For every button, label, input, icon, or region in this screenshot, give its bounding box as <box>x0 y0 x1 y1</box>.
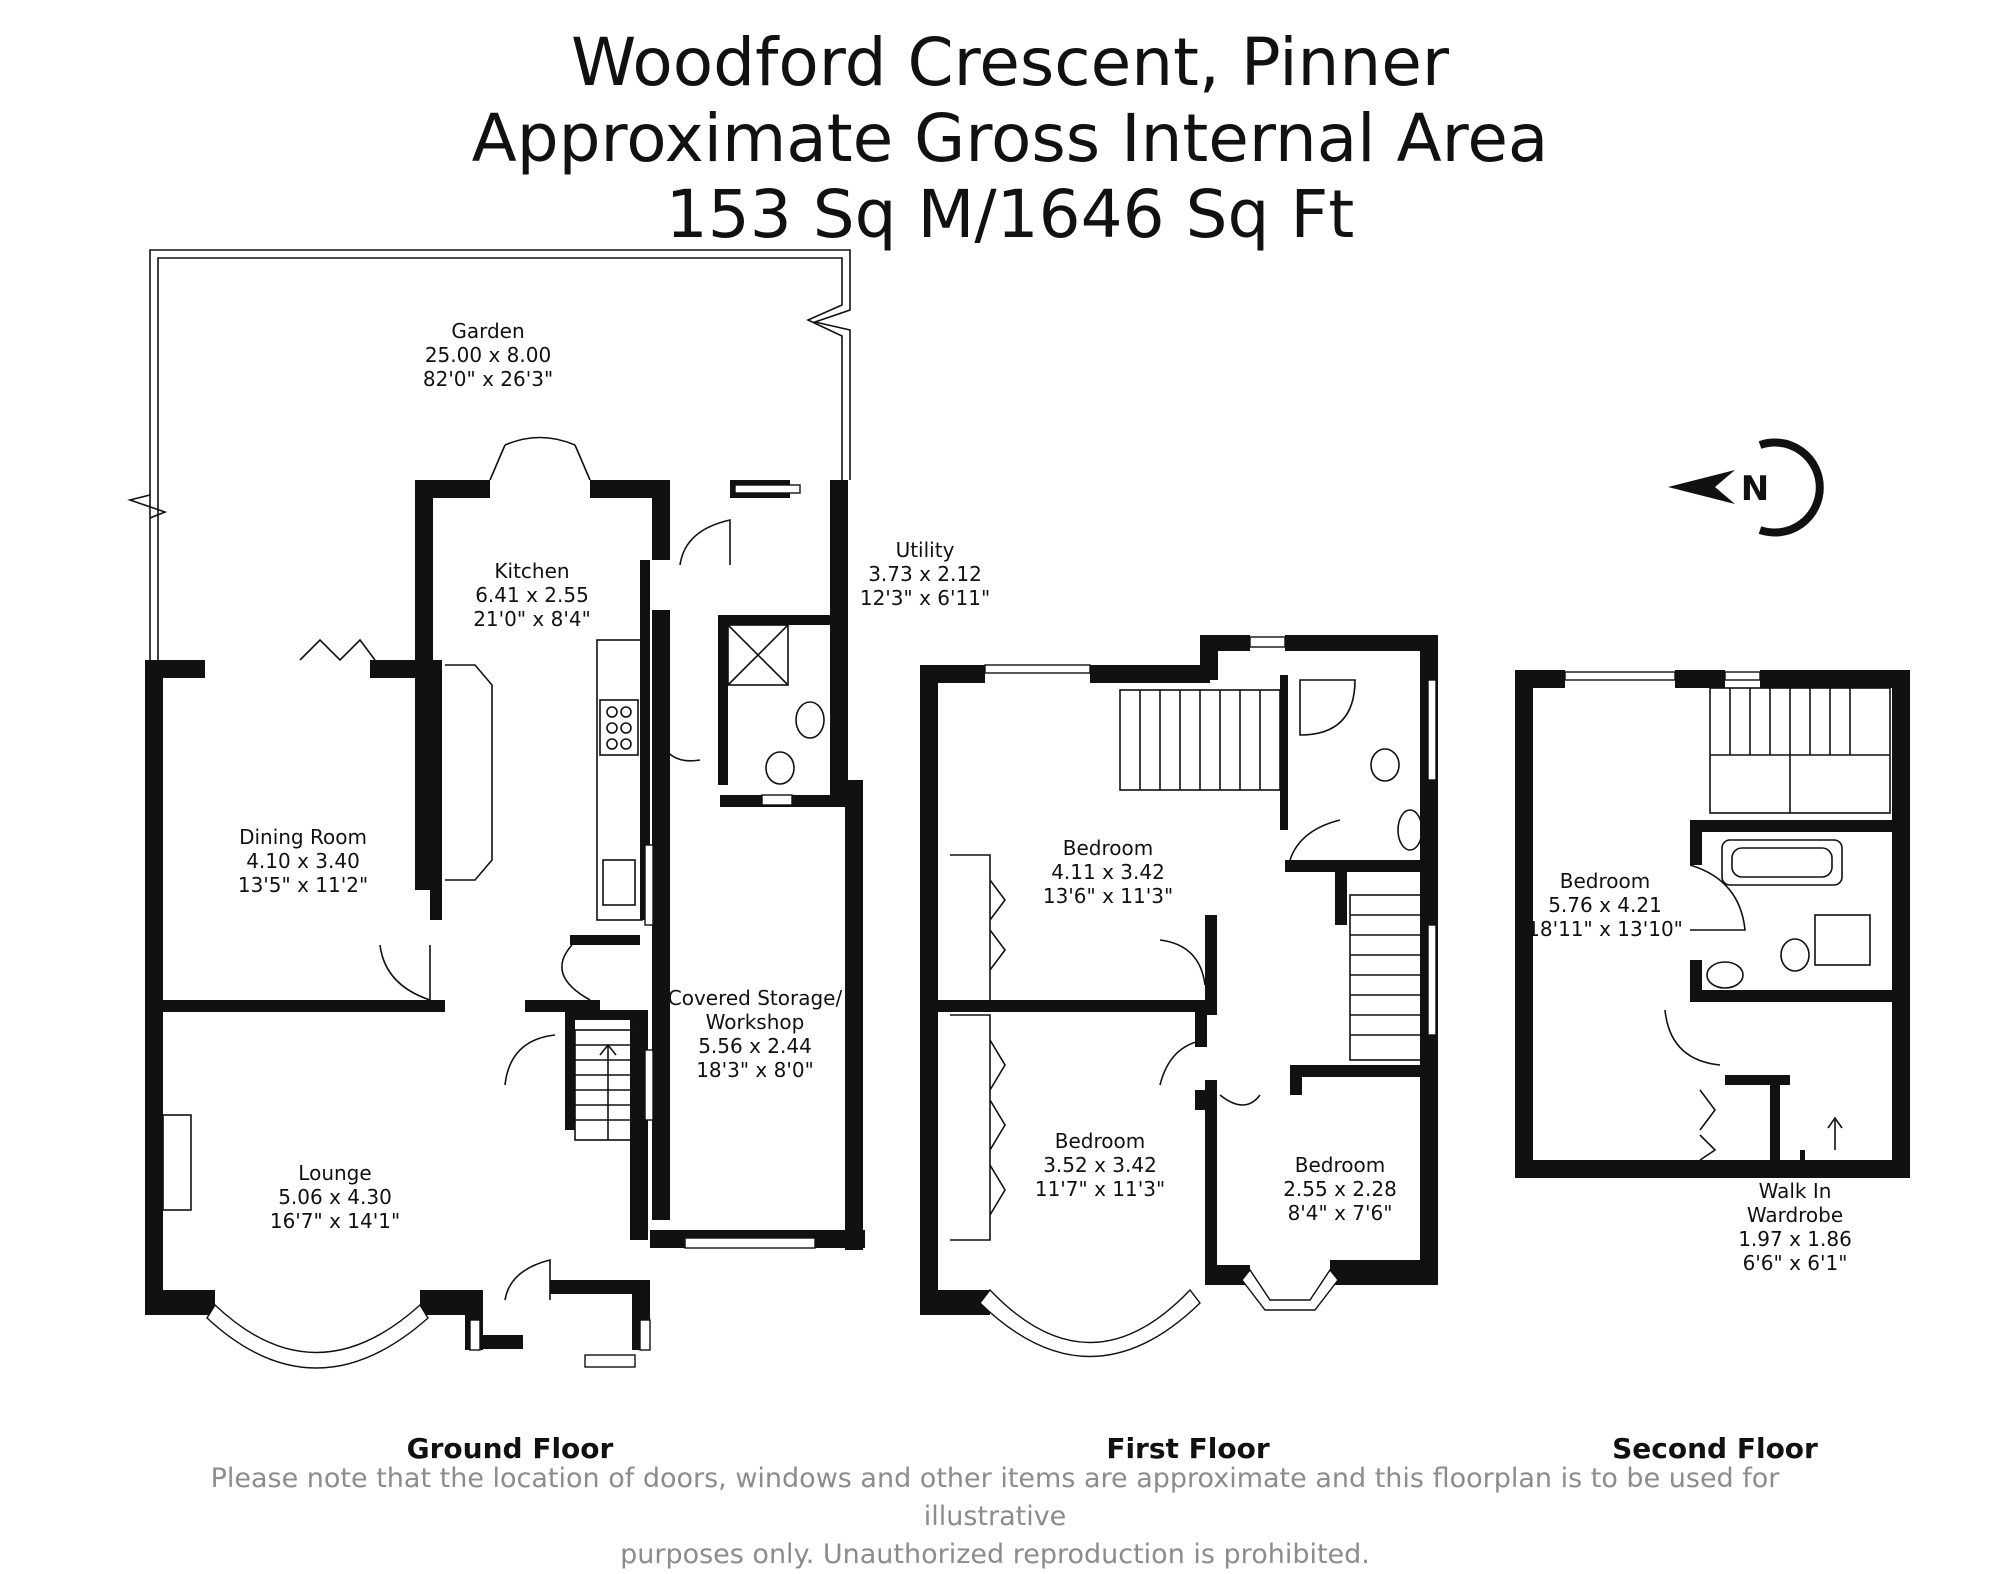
wardrobe-imperial: 6'6" x 6'1" <box>1742 1251 1848 1275</box>
lounge-label: Lounge <box>298 1161 372 1185</box>
disclaimer-line-2: purposes only. Unauthorized reproduction is prohibited. <box>620 1539 1370 1570</box>
garden-imperial: 82'0" x 26'3" <box>422 367 554 391</box>
porch-window-bottom <box>585 1355 635 1367</box>
kitchen-label: Kitchen <box>494 559 570 583</box>
fireplace-icon <box>163 1115 191 1210</box>
dining-door <box>380 945 430 1000</box>
cupboard-door <box>562 945 590 1000</box>
dining-label: Dining Room <box>239 825 367 849</box>
compass-label: N <box>1740 469 1770 509</box>
dining-metric: 4.10 x 3.40 <box>246 849 360 873</box>
porch-window-left <box>470 1320 480 1350</box>
wardrobe-label-2: Wardrobe <box>1746 1203 1844 1227</box>
bathroom-window <box>1428 680 1436 780</box>
landing-window <box>1250 637 1285 647</box>
title-area-heading: Approximate Gross Internal Area <box>471 100 1549 177</box>
bed4-label: Bedroom <box>1559 869 1651 893</box>
kitchen-imperial: 21'0" x 8'4" <box>473 607 591 631</box>
wardrobe-bed1 <box>950 855 1005 1000</box>
wc-window <box>762 795 792 805</box>
bed3-label: Bedroom <box>1294 1153 1386 1177</box>
title-area-value: 153 Sq M/1646 Sq Ft <box>665 176 1355 253</box>
toilet-icon-first <box>1371 749 1399 781</box>
bedroom3-bay-window <box>1242 1270 1338 1310</box>
ground-floor-label: Ground Floor <box>406 1432 614 1465</box>
bedroom-bay-window <box>980 1290 1200 1357</box>
kitchen-sink-icon <box>603 860 635 905</box>
stair-window <box>1428 925 1436 1035</box>
bed4-metric: 5.76 x 4.21 <box>1548 893 1662 917</box>
wardrobe-label-1: Walk In <box>1758 1179 1832 1203</box>
first-floor-label: First Floor <box>1106 1432 1270 1465</box>
bed1-metric: 4.11 x 3.42 <box>1051 860 1165 884</box>
basin-icon-first <box>1398 810 1422 850</box>
bed4-imperial: 18'11" x 13'10" <box>1527 917 1683 941</box>
second-staircase <box>1710 688 1890 813</box>
basin-icon <box>796 702 824 738</box>
bed2-label: Bedroom <box>1054 1129 1146 1153</box>
dining-imperial: 13'5" x 11'2" <box>237 873 369 897</box>
hob-icon <box>600 700 638 755</box>
wardrobe-metric: 1.97 x 1.86 <box>1738 1227 1852 1251</box>
first-floor-plan <box>920 635 1438 1357</box>
title-address: Woodford Crescent, Pinner <box>571 24 1449 101</box>
storage-metric: 5.56 x 2.44 <box>698 1034 812 1058</box>
utility-door <box>680 520 730 565</box>
bed2-metric: 3.52 x 3.42 <box>1043 1153 1157 1177</box>
garden-metric: 25.00 x 8.00 <box>424 343 552 367</box>
bed1-door <box>1160 940 1205 985</box>
bathroom-door <box>1290 820 1340 860</box>
bed3-metric: 2.55 x 2.28 <box>1283 1177 1397 1201</box>
utility-window <box>735 485 800 493</box>
basin-icon-second <box>1707 962 1743 988</box>
toilet-icon <box>766 752 794 784</box>
bed1-label: Bedroom <box>1062 836 1154 860</box>
storage-imperial: 18'3" x 8'0" <box>696 1058 814 1082</box>
wardrobe-rail <box>1700 1090 1715 1160</box>
compass-icon <box>1668 443 1820 533</box>
utility-metric: 3.73 x 2.12 <box>868 562 982 586</box>
lounge-imperial: 16'7" x 14'1" <box>269 1209 401 1233</box>
bedroom1-window <box>985 665 1090 673</box>
kitchen-garden-doors <box>490 438 590 481</box>
front-door <box>505 1260 550 1300</box>
second-floor-label: Second Floor <box>1612 1432 1818 1465</box>
wardrobe-door <box>1665 1010 1720 1065</box>
kitchen-island <box>445 665 492 880</box>
bath-icon <box>1722 840 1842 885</box>
lounge-bay-window <box>207 1305 428 1368</box>
utility-label: Utility <box>895 538 955 562</box>
lounge-metric: 5.06 x 4.30 <box>278 1185 392 1209</box>
corner-bath-icon <box>1300 680 1355 735</box>
shower-icon-second <box>1815 915 1870 965</box>
kitchen-metric: 6.41 x 2.55 <box>475 583 589 607</box>
storage-door <box>685 1238 815 1248</box>
ground-floor-plan <box>130 250 865 1368</box>
storage-label-1: Covered Storage/ <box>667 986 843 1010</box>
storage-label-2: Workshop <box>705 1010 805 1034</box>
lounge-door <box>505 1035 555 1085</box>
utility-imperial: 12'3" x 6'11" <box>859 586 991 610</box>
kitchen-window <box>645 845 653 925</box>
attic-window-1 <box>1565 672 1675 680</box>
wardrobe-bed2 <box>950 1015 1005 1240</box>
garden-left-break <box>130 495 165 518</box>
bed2-imperial: 11'7" x 11'3" <box>1034 1177 1166 1201</box>
bed3-door <box>1220 1095 1260 1105</box>
bed1-imperial: 13'6" x 11'3" <box>1042 884 1174 908</box>
porch-window-right <box>640 1320 650 1350</box>
hall-window <box>645 1050 653 1120</box>
dining-bifold-doors <box>300 640 375 660</box>
disclaimer <box>180 1460 1810 1574</box>
toilet-icon-second <box>1781 939 1809 971</box>
disclaimer-line-1: Please note that the location of doors, windows and other items are approximate and this floorplan is to be used for illustrative <box>210 1463 1780 1532</box>
bed3-imperial: 8'4" x 7'6" <box>1287 1201 1393 1225</box>
garden-label: Garden <box>451 319 525 343</box>
attic-window-2 <box>1725 672 1760 680</box>
